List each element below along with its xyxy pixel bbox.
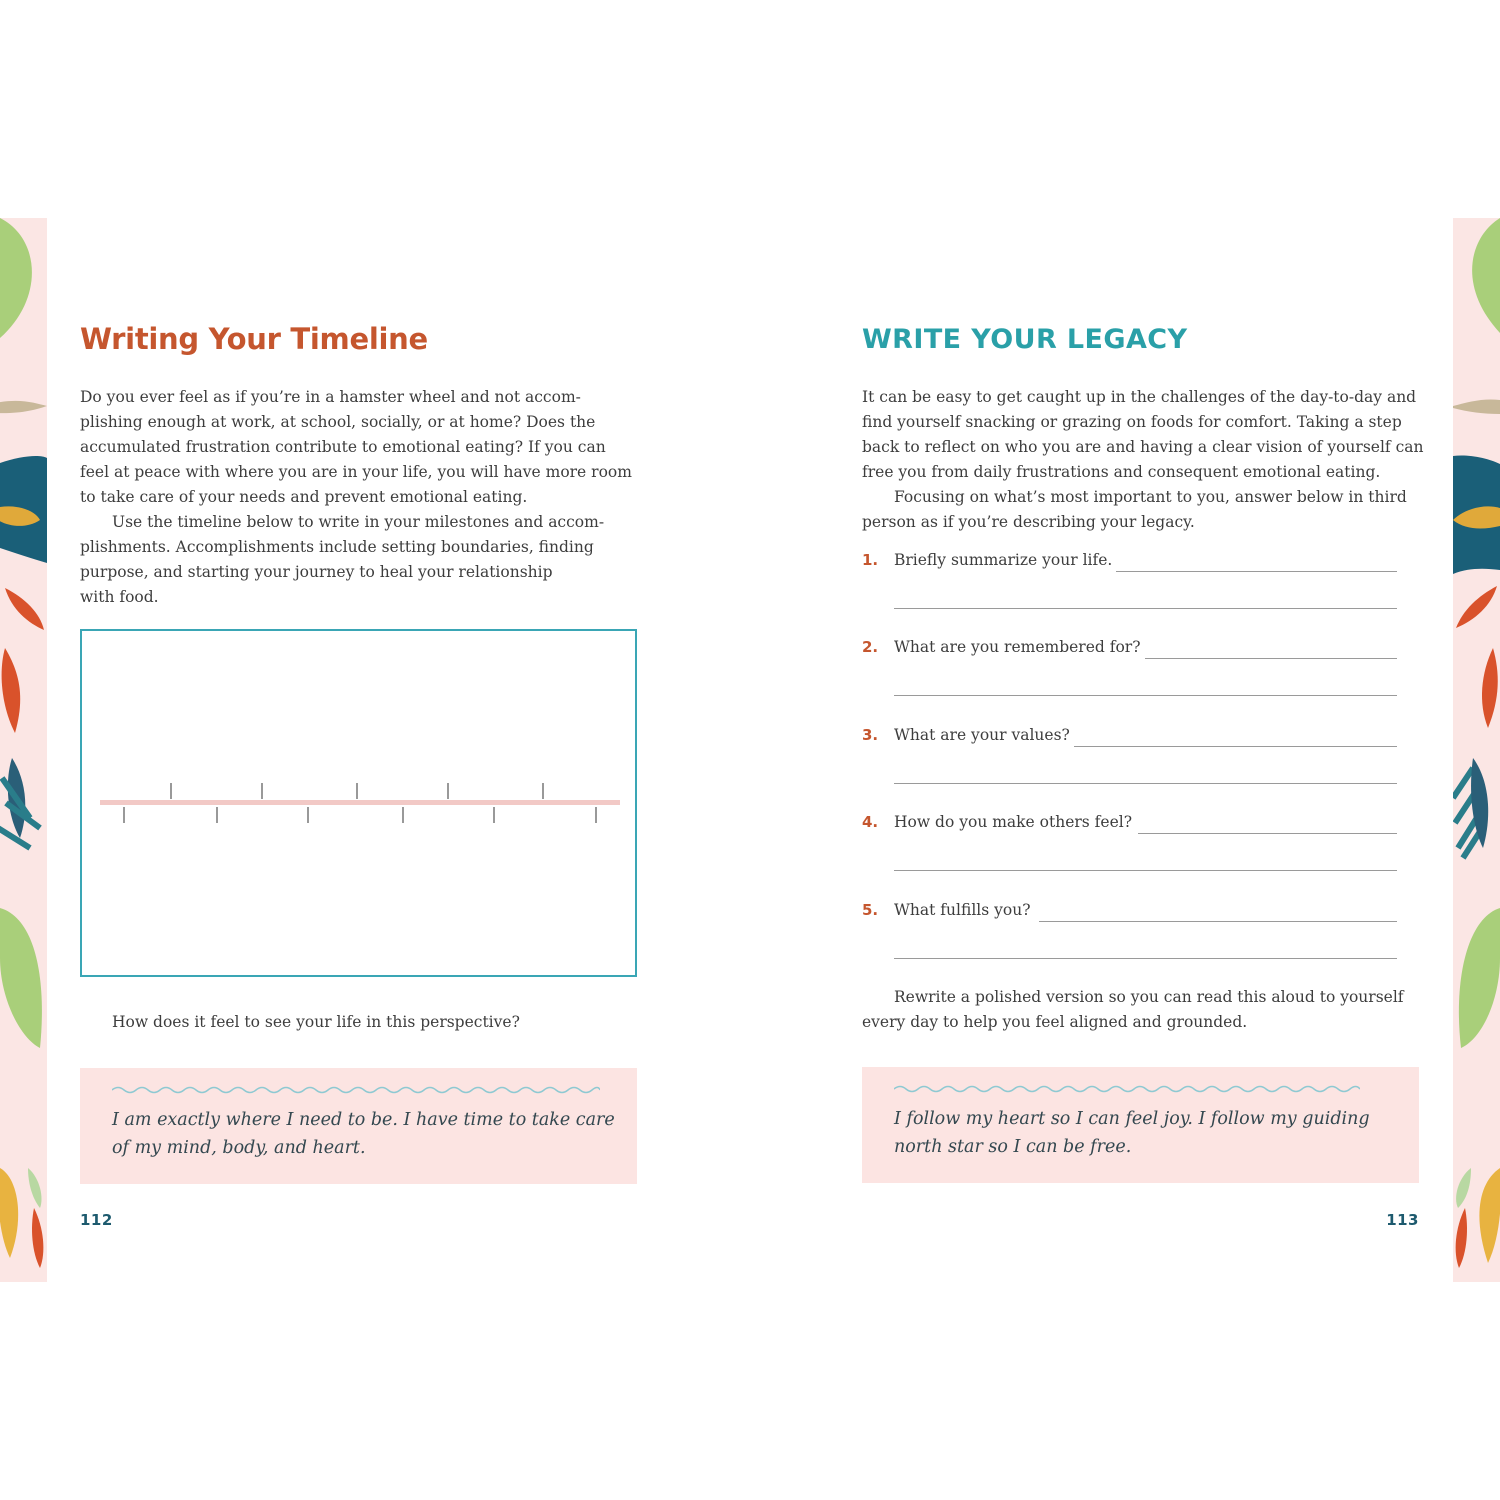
closing-instruction: Rewrite a polished version so you can read this aloud to yourself every day to help you feel aligned and grounded. <box>862 988 1404 1031</box>
wavy-line-icon <box>112 1085 600 1095</box>
page-number: 113 <box>1386 1211 1419 1229</box>
page-number: 112 <box>80 1211 113 1229</box>
answer-line[interactable] <box>894 608 1397 609</box>
left-page <box>80 218 637 1282</box>
timeline-axis <box>100 800 620 805</box>
answer-line[interactable] <box>894 870 1397 871</box>
affirmation-box <box>862 1067 1419 1183</box>
intro-paragraph-1: Do you ever feel as if you’re in a hamster wheel and not accom- plishing enough at work, at school, socially, or at home? Does the accumulated frustration contribute to emotional eating? If you can feel at peace with where you are in your life, you will have more room to take care of your needs and prevent emotional eating. <box>80 388 632 506</box>
answer-line[interactable] <box>1116 571 1397 572</box>
question-item: 4. How do you make others feel? <box>862 813 1397 863</box>
wavy-line-icon <box>894 1084 1360 1094</box>
affirmation-text: I am exactly where I need to be. I have time to take care of my mind, body, and heart. <box>112 1110 615 1158</box>
left-botanical-strip <box>0 218 47 1282</box>
reflection-prompt: How does it feel to see your life in this perspective? <box>112 1013 520 1031</box>
intro-paragraph-2: Focusing on what’s most important to you, answer below in third person as if you’re describing your legacy. <box>862 488 1407 531</box>
right-page <box>862 218 1424 1282</box>
page-title: WRITE YOUR LEGACY <box>862 324 1188 355</box>
question-item: 1. Briefly summarize your life. <box>862 551 1397 601</box>
right-botanical-strip <box>1453 218 1500 1282</box>
answer-line[interactable] <box>894 695 1397 696</box>
intro-text <box>862 385 1424 535</box>
answer-line[interactable] <box>1074 746 1397 747</box>
affirmation-text: I follow my heart so I can feel joy. I follow my guiding north star so I can be free. <box>894 1109 1370 1157</box>
affirmation-box <box>80 1068 637 1184</box>
timeline-writing-area[interactable] <box>80 629 637 977</box>
botanical-leaves-icon <box>1453 218 1500 1282</box>
intro-text <box>80 385 637 610</box>
intro-paragraph-1: It can be easy to get caught up in the challenges of the day-to-day and find yourself snacking or grazing on foods for comfort. Taking a step back to reflect on who you are and having a clear vision of yourself can free you from daily frustrations and consequent emotional eating. <box>862 388 1424 481</box>
answer-line[interactable] <box>1145 658 1397 659</box>
timeline-graphic <box>82 631 635 975</box>
book-spread <box>0 218 1500 1282</box>
answer-line[interactable] <box>894 783 1397 784</box>
answer-line[interactable] <box>894 958 1397 959</box>
answer-line[interactable] <box>1039 921 1397 922</box>
question-item: 2. What are you remembered for? <box>862 638 1397 688</box>
page-title: Writing Your Timeline <box>80 322 428 356</box>
question-item: 5. What fulfills you? <box>862 901 1397 951</box>
botanical-leaves-icon <box>0 218 47 1282</box>
answer-line[interactable] <box>1138 833 1397 834</box>
question-item: 3. What are your values? <box>862 726 1397 776</box>
intro-paragraph-2: Use the timeline below to write in your milestones and accom- plishments. Accomplishments include setting boundaries, finding purpose, and starting your journey to heal your relationship with food. <box>80 513 605 606</box>
